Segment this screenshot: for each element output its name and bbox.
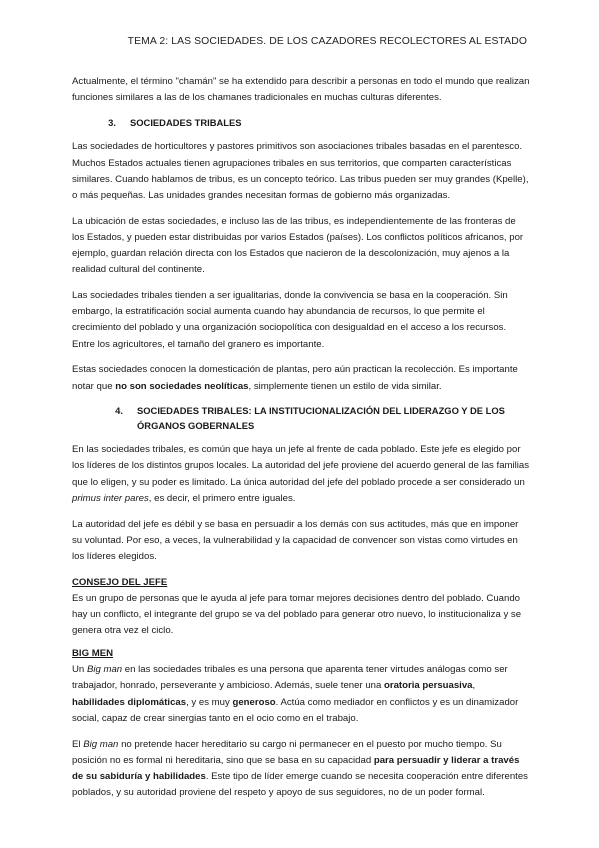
consejo-heading: CONSEJO DEL JEFE xyxy=(72,576,168,588)
paragraph: Estas sociedades conocen la domesticación de plantas, pero aún practican la recolección. Es importante notar que no son sociedades neolíticas, simplemente tienen un estilo de vida similar. xyxy=(72,364,518,392)
bigmen-heading: BIG MEN xyxy=(72,648,114,660)
paragraph: En las sociedades tribales, es común que haya un jefe al frente de cada poblado. Este jefe es elegido por los líderes de los distintos grupos locales. La autoridad del jefe proviene del acuerdo general de las familias que lo eligen, y su poder es limitado. La única autoridad del jefe del poblado procede a ser considerado un primus inter pares, es decir, el primero entre iguales. xyxy=(72,444,530,504)
section-3-heading xyxy=(72,116,530,131)
latin-term: primus inter pares xyxy=(72,492,149,504)
paragraph: Las sociedades tribales tienden a ser igualitarias, donde la convivencia se basa en la cooperación. Sin embargo, la estratificación social aumenta cuando hay abundancia de recursos, lo que permite el crecimiento del poblado y una organización sociopolítica con desigualdad en el acceso a los recursos. Entre los agricultores, el tamaño del granero es importante. xyxy=(72,290,508,350)
intro-paragraph: Actualmente, el término "chamán" se ha extendido para describir a personas en todo el mundo que realizan funciones similares a las de los chamanes tradicionales en muchas culturas diferentes. xyxy=(72,76,530,104)
section-title: SOCIEDADES TRIBALES xyxy=(130,116,242,128)
paragraph: La ubicación de estas sociedades, e incluso las de las tribus, es independientemente de las fronteras de los Estados, y pueden estar distribuidas por varios Estados (países). Los conflictos políticos africanos, por ejemplo, guardan relación directa con los Estados que nacieron de la descolonización, muy ajenos a la realidad cultural del continente. xyxy=(72,215,524,276)
paragraph: Un Big man en las sociedades tribales es una persona que aparenta tener virtudes análogas como ser trabajador, honrado, perseverante y ambicioso. Además, suele tener una oratoria persuasiva, habilidades diplomáticas, y es muy generoso. Actúa como mediador en conflictos y es un dinamizador social, capaz de crear sinergias tanto en el ocio como en el trabajo. xyxy=(72,664,519,724)
section-title: SOCIEDADES TRIBALES: LA INSTITUCIONALIZACIÓN DEL LIDERAZGO Y DE LOS ÓRGANOS GOBERNALES xyxy=(137,405,505,431)
paragraph: Es un grupo de personas que le ayuda al jefe para tomar mejores decisiones dentro del poblado. Cuando hay un conflicto, el integrante del grupo se va del poblado para generar otro nuevo, lo institucionaliza y se genera otra vez el ciclo. xyxy=(72,592,522,637)
paragraph: La autoridad del jefe es débil y se basa en persuadir a los demás con sus actitudes, más que en imponer su voluntad. Por eso, a veces, la vulnerabilidad y la capacidad de convencer son vistas como virtudes en los líderes elegidos. xyxy=(72,518,519,562)
paragraph: El Big man no pretende hacer hereditario su cargo ni permanecer en el puesto por mucho tiempo. Su posición no es formal ni hereditaria, sino que se basa en su capacidad para persuadir y liderar a través de su sabiduría y habilidades. Este tipo de líder emerge cuando se necesita cooperación entre diferentes poblados, y su autoridad proviene del respeto y apoyo de sus seguidores, no de un poder formal. xyxy=(72,738,528,799)
section-number: 4. xyxy=(115,405,123,417)
section-number: 3. xyxy=(108,116,116,128)
paragraph: Las sociedades de horticultores y pastores primitivos son asociaciones tribales basadas en el parentesco. Muchos Estados actuales tienen agrupaciones tribales en sus territorios, que comparten características similares. Cuando hablamos de tribus, es un concepto teórico. Las tribus pueden ser muy grandes (Kpelle), o más pequeñas. Las unidades grandes necesitan formas de gobierno más organizadas. xyxy=(72,141,529,202)
page-body xyxy=(72,74,530,811)
emphasis: no son sociedades neolíticas xyxy=(115,380,249,392)
running-header: TEMA 2: LAS SOCIEDADES. DE LOS CAZADORES RECOLECTORES AL ESTADO xyxy=(127,36,527,47)
section-4-heading xyxy=(72,404,530,433)
